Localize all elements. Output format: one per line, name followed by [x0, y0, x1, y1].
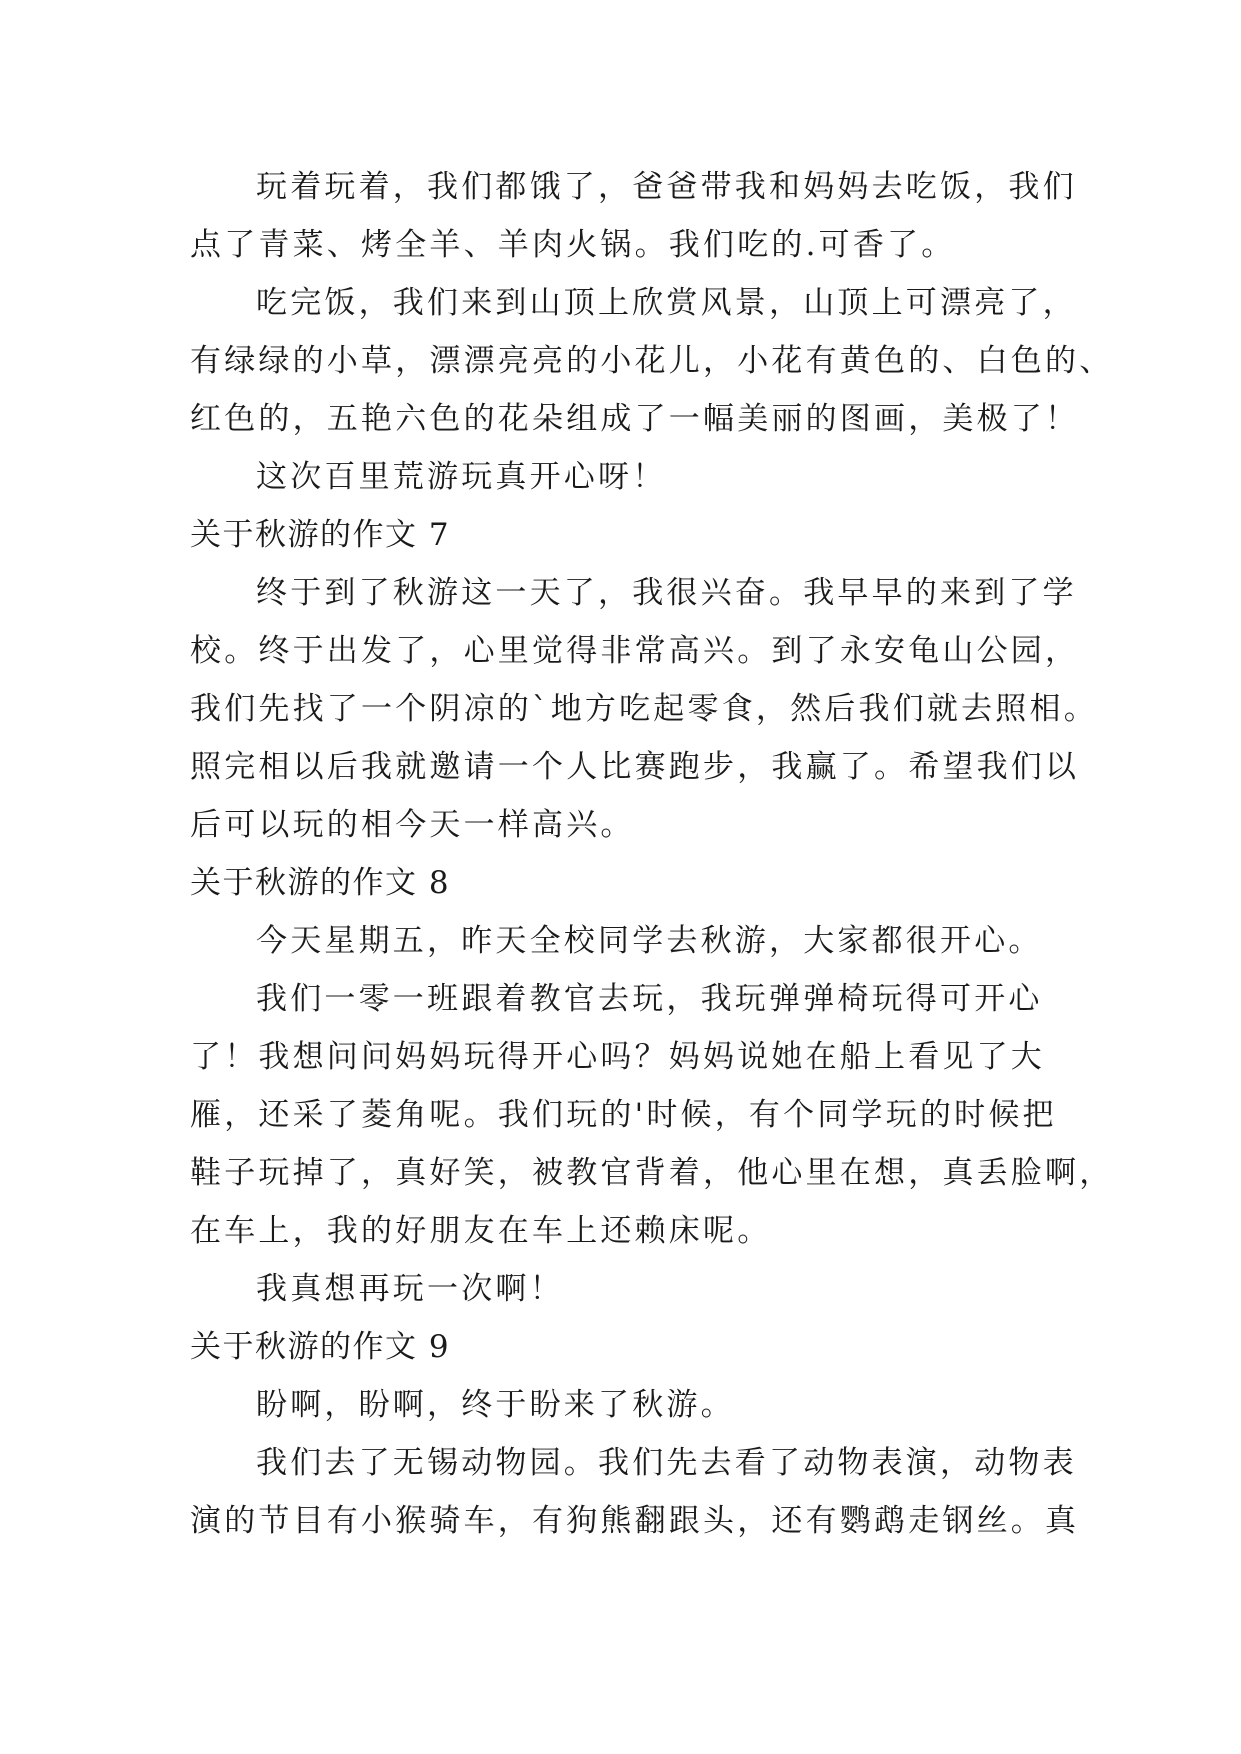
paragraph-line: 我们去了无锡动物园。我们先去看了动物表演，动物表	[256, 1445, 1077, 1481]
paragraph-line: 盼啊，盼啊，终于盼来了秋游。	[256, 1387, 735, 1423]
paragraph-line: 我们先找了一个阴凉的`地方吃起零食，然后我们就去照相。	[190, 691, 1098, 727]
paragraph-line: 吃完饭，我们来到山顶上欣赏风景，山顶上可漂亮了，	[256, 285, 1077, 321]
paragraph-line: 后可以玩的相今天一样高兴。	[190, 807, 635, 843]
paragraph-line: 今天星期五，昨天全校同学去秋游，大家都很开心。	[256, 923, 1043, 959]
paragraph-line: 鞋子玩掉了，真好笑，被教官背着，他心里在想，真丢脸啊，	[190, 1155, 1114, 1191]
paragraph-line: 校。终于出发了，心里觉得非常高兴。到了永安龟山公园，	[190, 633, 1080, 669]
paragraph-line: 红色的，五艳六色的花朵组成了一幅美丽的图画，美极了！	[190, 401, 1080, 437]
paragraph-line: 点了青菜、烤全羊、羊肉火锅。我们吃的.可香了。	[190, 227, 956, 263]
document-body	[190, 158, 1114, 1550]
paragraph-line: 雁，还采了菱角呢。我们玩的'时候，有个同学玩的时候把	[190, 1097, 1057, 1133]
paragraph-line: 有绿绿的小草，漂漂亮亮的小花儿，小花有黄色的、白色的、	[190, 343, 1114, 379]
paragraph-line: 在车上，我的好朋友在车上还赖床呢。	[190, 1213, 772, 1249]
paragraph-line: 玩着玩着，我们都饿了，爸爸带我和妈妈去吃饭，我们	[256, 169, 1077, 205]
paragraph-line: 我真想再玩一次啊！	[256, 1271, 564, 1307]
paragraph-line: 了！我想问问妈妈玩得开心吗？妈妈说她在船上看见了大	[190, 1039, 1045, 1075]
paragraph-line: 照完相以后我就邀请一个人比赛跑步，我赢了。希望我们以	[190, 749, 1080, 785]
paragraph-line: 终于到了秋游这一天了，我很兴奋。我早早的来到了学	[256, 575, 1077, 611]
section-heading: 关于秋游的作文 8	[190, 865, 451, 901]
paragraph-line: 我们一零一班跟着教官去玩，我玩弹弹椅玩得可开心	[256, 981, 1043, 1017]
section-heading: 关于秋游的作文 7	[190, 517, 451, 553]
paragraph-line: 这次百里荒游玩真开心呀！	[256, 459, 667, 495]
section-heading: 关于秋游的作文 9	[190, 1329, 451, 1365]
paragraph-line: 演的节目有小猴骑车，有狗熊翻跟头，还有鹦鹉走钢丝。真	[190, 1503, 1080, 1539]
